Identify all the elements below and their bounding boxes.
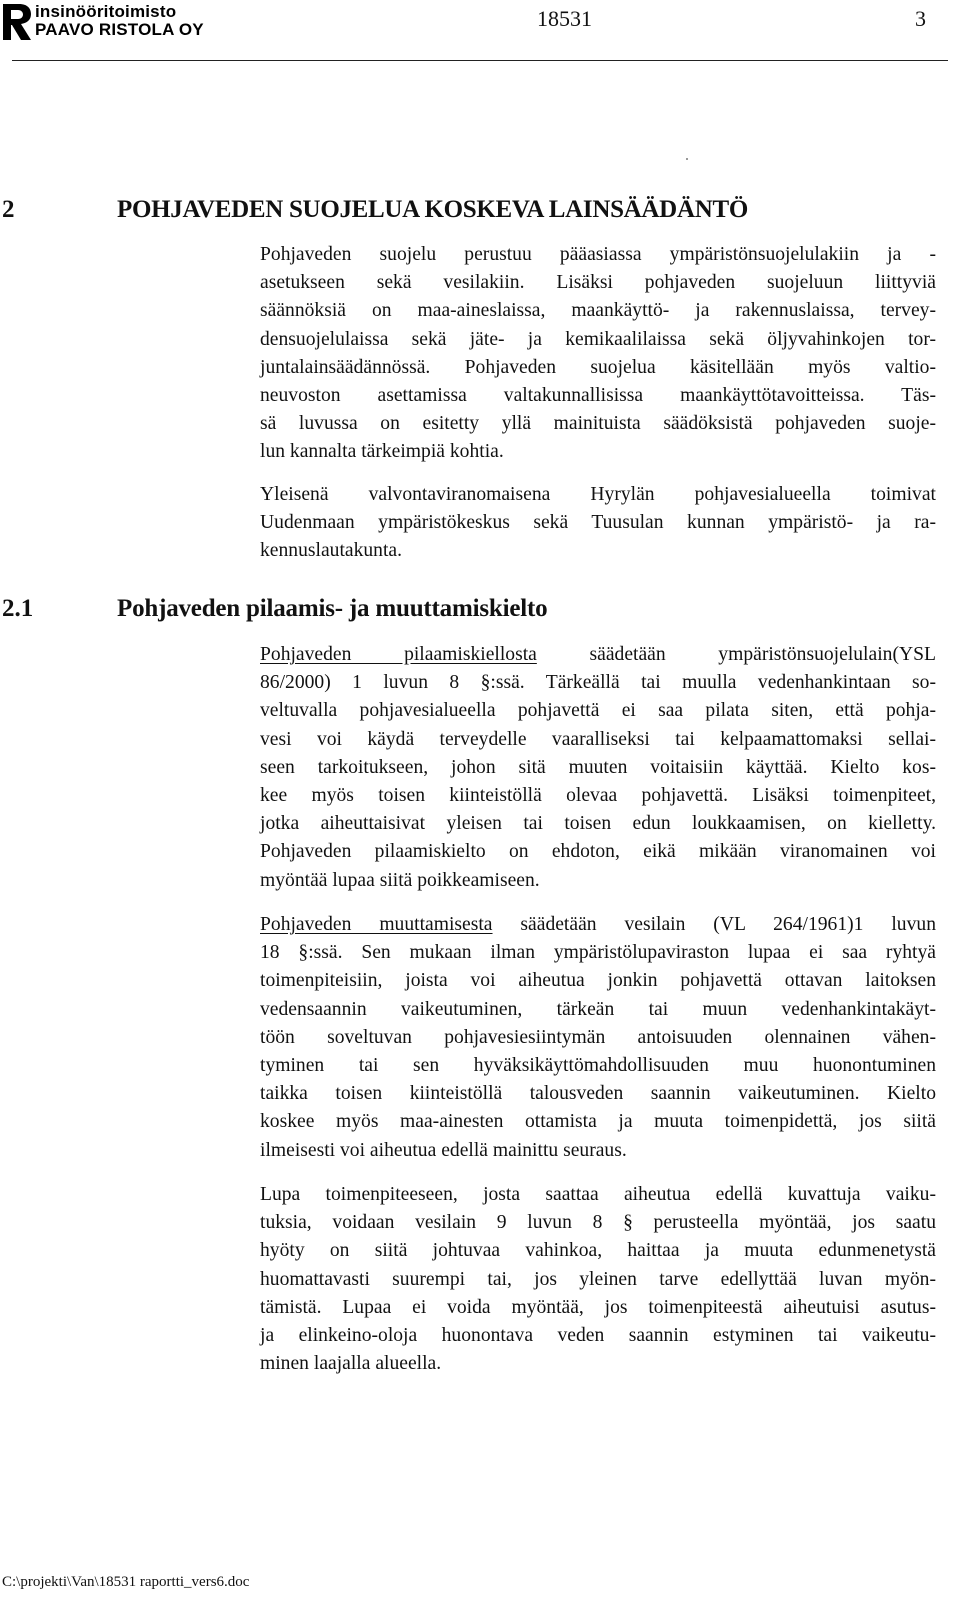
- logo-text-line2: PAAVO RISTOLA OY: [35, 20, 204, 39]
- paragraph: [260, 481, 936, 566]
- company-logo: [2, 2, 272, 46]
- text-line: töön soveltuvan pohjavesiesiintymän antoisuuden olennainen vähen-: [260, 1026, 936, 1048]
- underlined-term: Pohjaveden pilaamiskiellosta: [260, 644, 537, 665]
- text-fragment: säädetään vesilain (VL 264/1961)1 luvun: [520, 914, 936, 935]
- text-line: jotka aiheuttaisivat yleisen tai toisen edun loukkaamisen, on kielletty.: [260, 813, 936, 835]
- text-line: Yleisenä valvontaviranomaisena Hyrylän pohjavesialueella toimivat: [260, 484, 936, 505]
- text-line: ja elinkeino-oloja huonontava veden saannin estyminen tai vaikeutu-: [260, 1324, 936, 1346]
- page-header: [0, 0, 960, 62]
- text-fragment: säädetään ympäristönsuojelulain(YSL: [589, 644, 936, 665]
- subsection-title: Pohjaveden pilaamis- ja muuttamiskielto: [117, 595, 548, 622]
- text-line: kee myös toisen kiinteistöllä olevaa pohjavettä. Lisäksi toimenpiteet,: [260, 784, 936, 806]
- text-line: densuojelulaissa sekä jäte- ja kemikaalilaissa sekä öljyvahinkojen tor-: [260, 328, 936, 350]
- section-title: POHJAVEDEN SUOJELUA KOSKEVA LAINSÄÄDÄNTÖ: [117, 196, 748, 223]
- text-line: Pohjaveden suojelu perustuu pääasiassa ympäristönsuojelulakiin ja -: [260, 244, 936, 265]
- paragraph: [260, 911, 936, 1165]
- text-line: säännöksiä on maa-aineslaissa, maankäyttö- ja rakennuslaissa, tervey-: [260, 300, 936, 322]
- logo-r-icon: [2, 2, 32, 42]
- text-line: neuvoston asettamissa valtakunnallisissa maankäyttötavoitteissa. Täs-: [260, 384, 936, 406]
- text-line: 86/2000) 1 luvun 8 §:ssä. Tärkeällä tai muulla vedenhankintaan so-: [260, 672, 936, 694]
- text-line: myöntää lupaa siitä poikkeamiseen.: [260, 869, 540, 891]
- text-line: tuksia, voidaan vesilain 9 luvun 8 § perusteella myöntää, jos saatu: [260, 1212, 936, 1234]
- text-line: vesi voi käydä terveydelle vaaralliseksi tai kelpaamattomaksi sellai-: [260, 728, 936, 750]
- page-number: 3: [915, 6, 926, 31]
- text-line: [260, 641, 936, 669]
- text-line: [260, 911, 936, 939]
- paragraph: [260, 1181, 936, 1378]
- text-line: Lupa toimenpiteeseen, josta saattaa aiheutua edellä kuvattuja vaiku-: [260, 1184, 936, 1205]
- text-line: vedensaannin vaikeutuminen, tärkeän tai muun vedenhankintakäyt-: [260, 998, 936, 1020]
- text-line: minen laajalla alueella.: [260, 1353, 442, 1375]
- text-line: ilmeisesti voi aiheutua edellä mainittu seuraus.: [260, 1139, 627, 1161]
- text-line: koskee myös maa-ainesten ottamista ja muuta toimenpidettä, jos siitä: [260, 1111, 936, 1133]
- section-number: 2: [2, 196, 15, 223]
- subsection-number: 2.1: [2, 595, 34, 622]
- logo-text-line1: insinööritoimisto: [35, 2, 177, 21]
- underlined-term: Pohjaveden muuttamisesta: [260, 914, 493, 935]
- text-line: tyminen tai sen hyväksikäyttömahdollisuuden muu huonontuminen: [260, 1054, 936, 1076]
- text-line: 18 §:ssä. Sen mukaan ilman ympäristölupaviraston lupaa ei saa ryhtyä: [260, 942, 936, 964]
- text-line: juntalainsäädännössä. Pohjaveden suojelua käsitellään myös valtio-: [260, 356, 936, 378]
- header-divider: [12, 60, 948, 61]
- text-line: huomattavasti suurempi tai, jos yleinen tarve edellyttää luvan myön-: [260, 1268, 936, 1290]
- file-path-footer: C:\projekti\Van\18531 raportti_vers6.doc: [2, 1574, 250, 1590]
- text-line: hyöty on siitä johtuvaa vahinkoa, haittaa ja muuta edunmenetystä: [260, 1240, 936, 1262]
- text-line: veltuvalla pohjavesialueella pohjavettä ei saa pilata siten, että pohja-: [260, 700, 936, 722]
- text-line: tämistä. Lupaa ei voida myöntää, jos toimenpiteestä aiheutuisi asutus-: [260, 1296, 936, 1318]
- text-line: Uudenmaan ympäristökeskus sekä Tuusulan kunnan ympäristö- ja ra-: [260, 512, 936, 534]
- text-line: Pohjaveden pilaamiskielto on ehdoton, eikä mikään viranomainen voi: [260, 841, 936, 863]
- document-number: 18531: [537, 6, 592, 31]
- text-line: asetukseen sekä vesilakiin. Lisäksi pohjaveden suojeluun liittyviä: [260, 272, 936, 294]
- text-line: taikka toisen kiinteistöllä talousveden saannin vaikeutuminen. Kielto: [260, 1083, 936, 1105]
- text-line: lun kannalta tärkeimpiä kohtia.: [260, 441, 504, 463]
- text-line: kennuslautakunta.: [260, 540, 403, 562]
- text-line: seen tarkoitukseen, johon sitä muuten voitaisiin käyttää. Kielto kos-: [260, 756, 936, 778]
- paragraph: [260, 641, 936, 895]
- scan-speck: [686, 158, 688, 160]
- paragraph: [260, 241, 936, 467]
- text-line: toimenpiteisiin, joista voi aiheutua jonkin pohjavettä ottavan laitoksen: [260, 970, 936, 992]
- text-line: sä luvussa on esitetty yllä mainituista säädöksistä pohjaveden suoje-: [260, 413, 936, 435]
